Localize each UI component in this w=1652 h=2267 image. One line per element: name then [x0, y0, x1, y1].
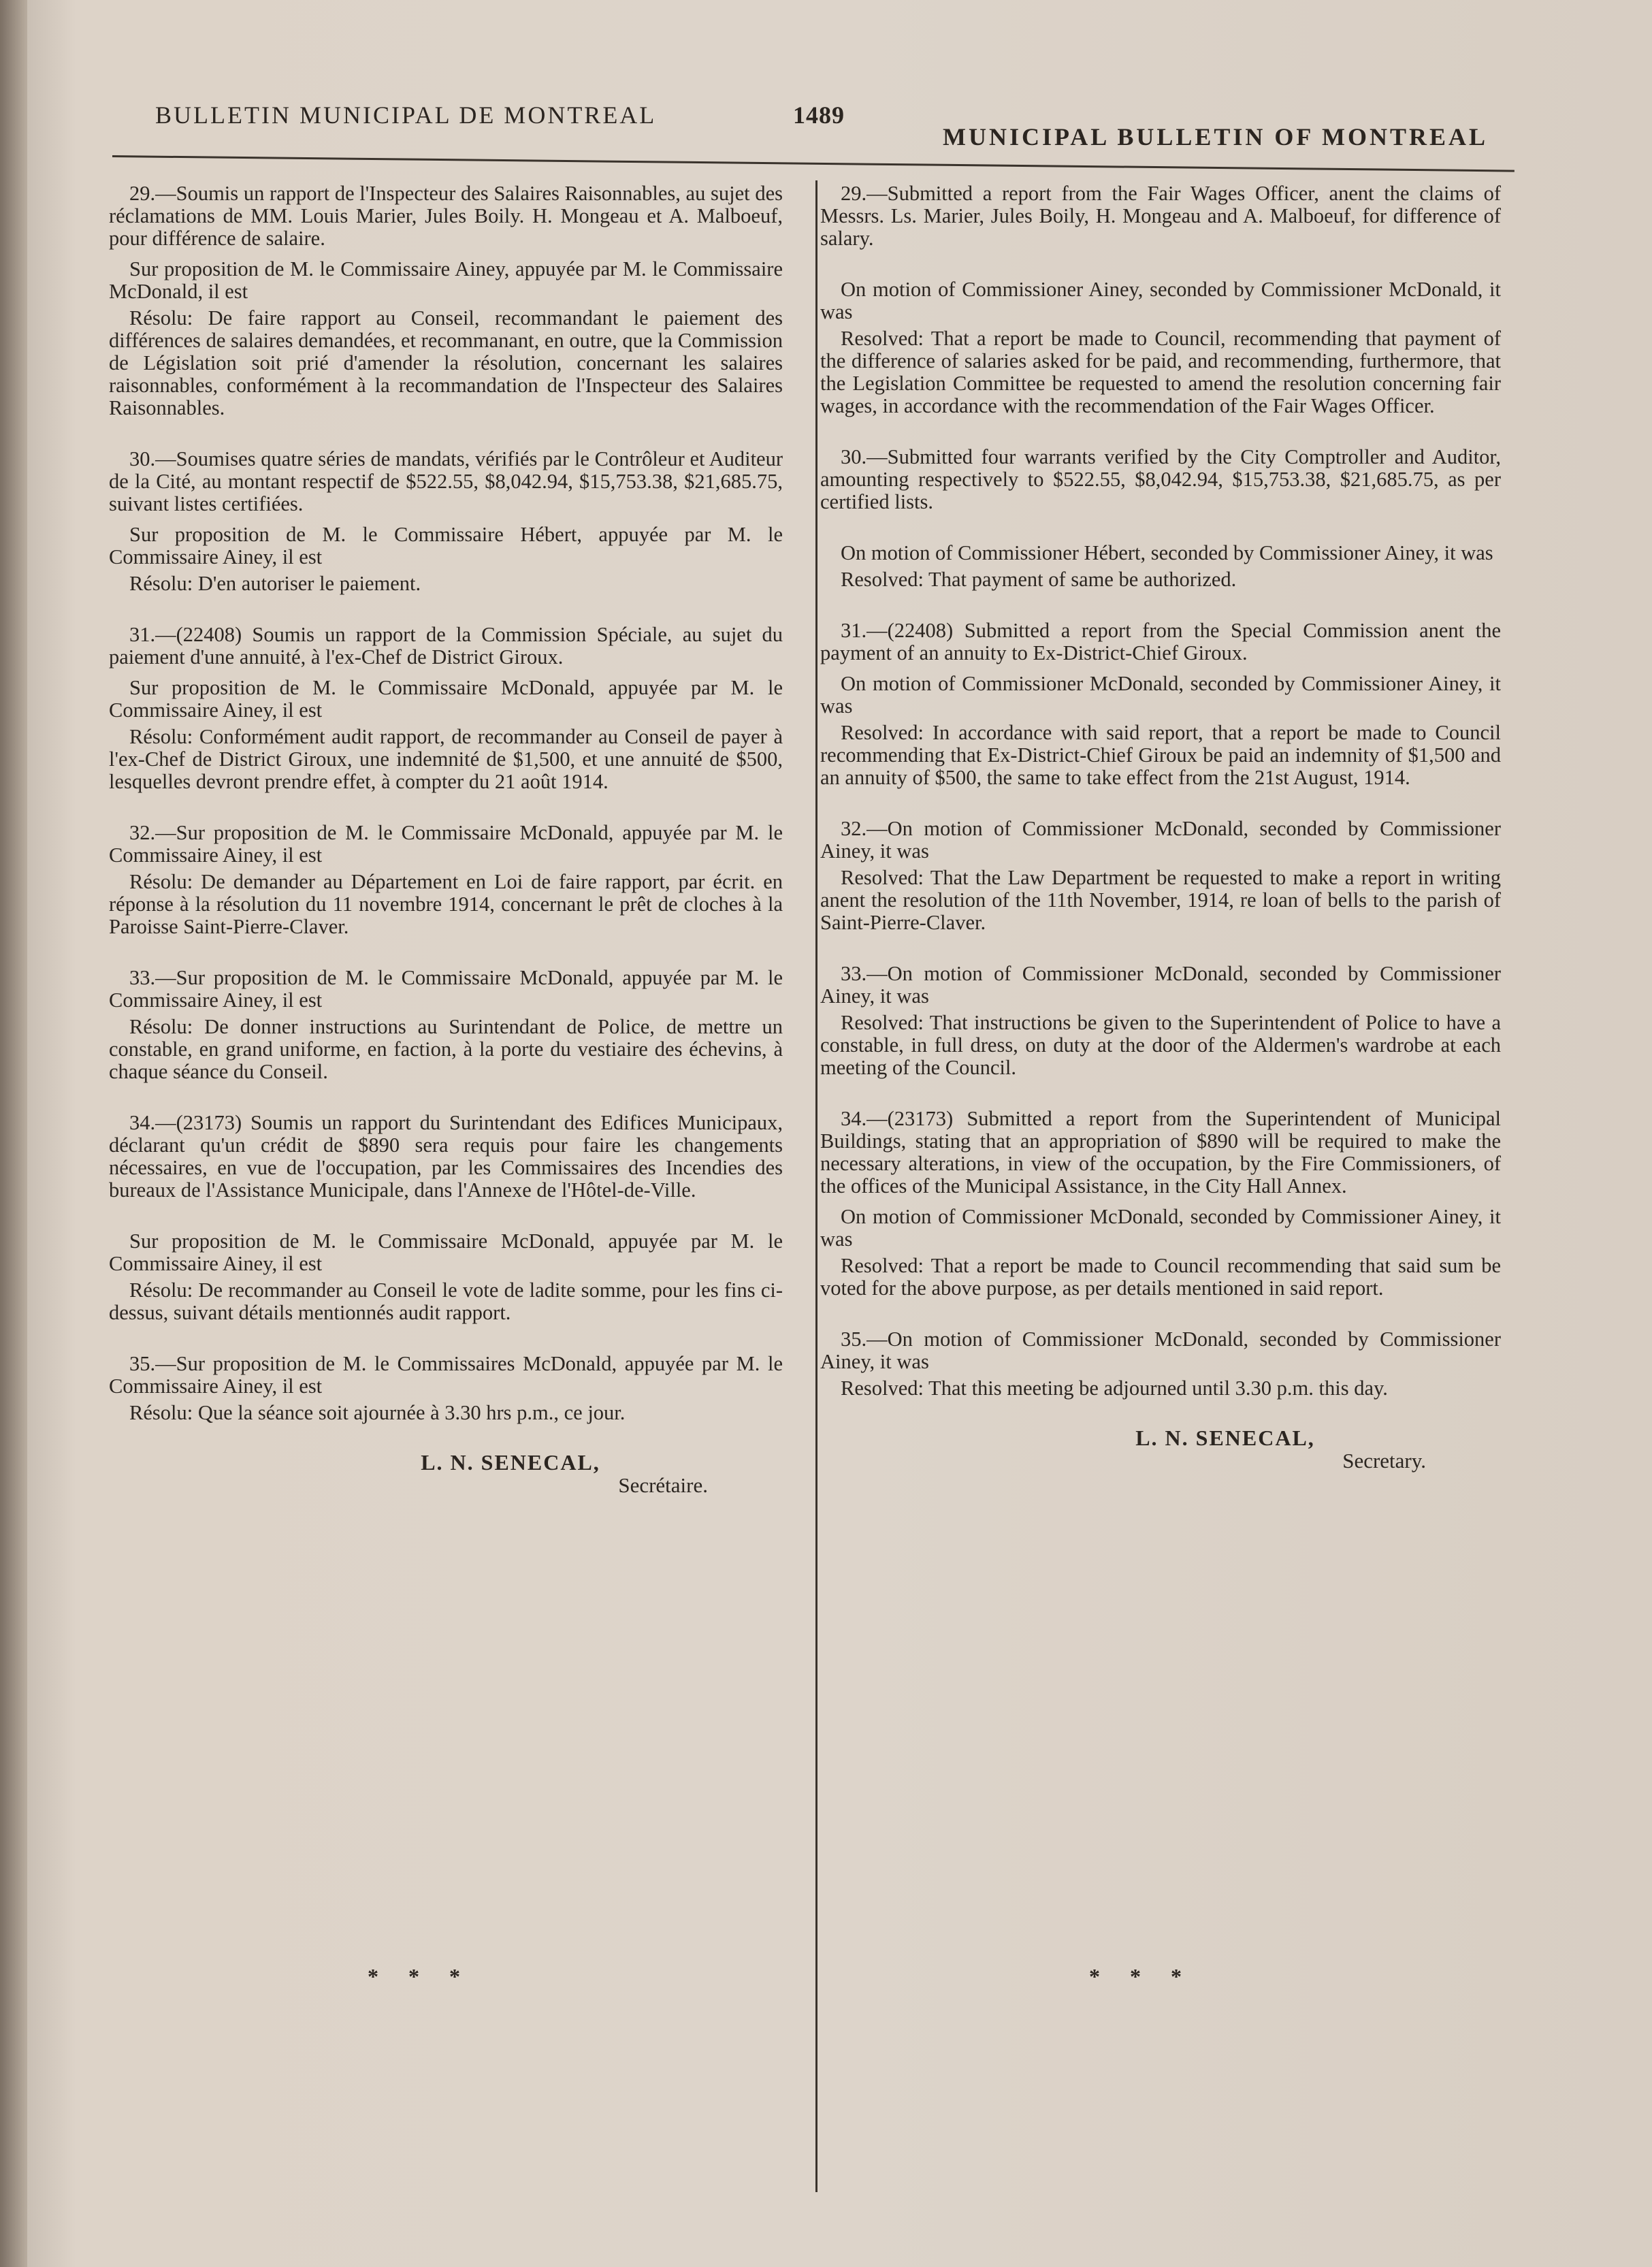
fr-item-34: 34.—(23173) Soumis un rapport du Surintendant des Edifices Municipaux, déclarant qu'un crédit de $890 sera requis pour faire les changements nécessaires, en vue de l'occupation, par les Commissaires des Incendies des bureaux de l'Assistance Municipale, dans l'Annexe de l'Hôtel-de-Ville.: [109, 1111, 783, 1202]
en-motion-31: On motion of Commissioner McDonald, seconded by Commissioner Ainey, it was: [820, 672, 1501, 718]
header-french-title: BULLETIN MUNICIPAL DE MONTREAL: [155, 101, 657, 129]
en-resolution-30: Resolved: That payment of same be authorized.: [841, 568, 1237, 591]
fr-motion-34: Sur proposition de M. le Commissaire McDonald, appuyée par M. le Commissaire Ainey, il est: [109, 1229, 783, 1275]
fr-resolution-30: Résolu: D'en autoriser le paiement.: [129, 572, 421, 595]
fr-item-29: 29.—Soumis un rapport de l'Inspecteur des Salaires Raisonnables, au sujet des réclamations de MM. Louis Marier, Jules Boily. H. Mongeau et A. Malboeuf, pour différence de salaire.: [109, 182, 783, 250]
en-motion-34: On motion of Commissioner McDonald, seconded by Commissioner Ainey, it was: [820, 1205, 1501, 1251]
en-item-31: 31.—(22408) Submitted a report from the Special Commission anent the payment of an annuity to Ex-District-Chief Giroux.: [820, 619, 1501, 664]
en-section-end-asterisks: * * *: [1089, 1964, 1194, 1989]
fr-resolution-35: Résolu: Que la séance soit ajournée à 3.30 hrs p.m., ce jour.: [129, 1401, 626, 1424]
fr-resolution-34: Résolu: De recommander au Conseil le vote de ladite somme, pour les fins ci-dessus, suivant détails mentionnés audit rapport.: [109, 1279, 783, 1324]
en-resolution-29: Resolved: That a report be made to Council, recommending that payment of the difference of salaries asked for be paid, and recommending, furthermore, that the Legislation Committee be requested to amend the resolution concerning fair wages, in accordance with the recommendation of the Fair Wages Officer.: [820, 327, 1501, 417]
fr-section-end-asterisks: * * *: [368, 1964, 472, 1989]
en-item-33: 33.—On motion of Commissioner McDonald, seconded by Commissioner Ainey, it was: [820, 962, 1501, 1008]
fr-item-32: 32.—Sur proposition de M. le Commissaire McDonald, appuyée par M. le Commissaire Ainey, il est: [109, 821, 783, 867]
en-item-32: 32.—On motion of Commissioner McDonald, seconded by Commissioner Ainey, it was: [820, 817, 1501, 863]
en-resolution-33: Resolved: That instructions be given to the Superintendent of Police to have a constable, in full dress, on duty at the door of the Aldermen's wardrobe at each meeting of the Council.: [820, 1011, 1501, 1079]
en-signature: [820, 1427, 1501, 1472]
fr-item-35: 35.—Sur proposition de M. le Commissaires McDonald, appuyée par M. le Commissaire Ainey, il est: [109, 1352, 783, 1398]
en-item-30: 30.—Submitted four warrants verified by the City Comptroller and Auditor, amounting respectively to $522.55, $8,042.94, $15,753.38, $21,685.75, as per certified lists.: [820, 445, 1501, 513]
fr-item-31: 31.—(22408) Soumis un rapport de la Commission Spéciale, au sujet du paiement d'une annuité, à l'ex-Chef de District Giroux.: [109, 623, 783, 669]
fr-motion-30: Sur proposition de M. le Commissaire Hébert, appuyée par M. le Commissaire Ainey, il est: [109, 523, 783, 568]
en-item-34: 34.—(23173) Submitted a report from the Superintendent of Municipal Buildings, stating that an appropriation of $890 will be required to make the necessary alterations, in view of the occupation, by the Fire Commissioners, of the offices of the Municipal Assistance, in the City Hall Annex.: [820, 1107, 1501, 1197]
fr-resolution-31: Résolu: Conformément audit rapport, de recommander au Conseil de payer à l'ex-Chef de District Giroux, une indemnité de $1,500, et une annuité de $500, lesquelles devront prendre effet, à compter du 21 août 1914.: [109, 725, 783, 793]
en-signature-title: Secretary.: [1342, 1449, 1426, 1473]
french-column: [109, 182, 783, 1496]
header-english-title: MUNICIPAL BULLETIN OF MONTREAL: [943, 123, 1489, 150]
page-number: 1489: [793, 101, 845, 129]
book-gutter: [0, 0, 27, 2267]
en-motion-29: On motion of Commissioner Ainey, seconded by Commissioner McDonald, it was: [820, 278, 1501, 323]
en-resolution-35: Resolved: That this meeting be adjourned until 3.30 p.m. this day.: [841, 1377, 1388, 1400]
fr-resolution-32: Résolu: De demander au Département en Loi de faire rapport, par écrit. en réponse à la résolution du 11 novembre 1914, concernant le prêt de cloches à la Paroisse Saint-Pierre-Claver.: [109, 870, 783, 938]
fr-item-33: 33.—Sur proposition de M. le Commissaire McDonald, appuyée par M. le Commissaire Ainey, il est: [109, 966, 783, 1012]
fr-item-30: 30.—Soumises quatre séries de mandats, vérifiés par le Contrôleur et Auditeur de la Cité, au montant respectif de $522.55, $8,042.94, $15,753.38, $21,685.75, suivant listes certifiées.: [109, 447, 783, 515]
en-motion-30: On motion of Commissioner Hébert, seconded by Commissioner Ainey, it was: [841, 541, 1493, 564]
fr-resolution-29: Résolu: De faire rapport au Conseil, recommandant le paiement des différences de salaires demandées, et recommanant, en outre, que la Commission de Législation soit prié d'amender la résolution, concernant les salaires raisonnables, conformément à la recommandation de l'Inspecteur des Salaires Raisonnables.: [109, 306, 783, 419]
en-item-29: 29.—Submitted a report from the Fair Wages Officer, anent the claims of Messrs. Ls. Marier, Jules Boily, H. Mongeau and A. Malboeuf, for difference of salary.: [820, 182, 1501, 250]
english-column: [820, 182, 1501, 1472]
en-signature-name: L. N. SENECAL,: [1135, 1426, 1315, 1450]
fr-signature: [109, 1451, 783, 1496]
en-resolution-32: Resolved: That the Law Department be requested to make a report in writing anent the resolution of the 11th November, 1914, re loan of bells to the parish of Saint-Pierre-Claver.: [820, 866, 1501, 934]
column-divider: [815, 180, 817, 2192]
fr-motion-29: Sur proposition de M. le Commissaire Ainey, appuyée par M. le Commissaire McDonald, il est: [109, 257, 783, 303]
fr-motion-31: Sur proposition de M. le Commissaire McDonald, appuyée par M. le Commissaire Ainey, il est: [109, 676, 783, 722]
fr-signature-name: L. N. SENECAL,: [421, 1450, 600, 1475]
en-item-35: 35.—On motion of Commissioner McDonald, seconded by Commissioner Ainey, it was: [820, 1328, 1501, 1373]
en-resolution-31: Resolved: In accordance with said report, that a report be made to Council recommending that Ex-District-Chief Giroux be paid an indemnity of $1,500 and an annuity of $500, the same to take effect from the 21st August, 1914.: [820, 721, 1501, 789]
fr-signature-title: Secrétaire.: [618, 1473, 708, 1497]
page-header: [0, 101, 1652, 155]
fr-resolution-33: Résolu: De donner instructions au Surintendant de Police, de mettre un constable, en grand uniforme, en faction, à la porte du vestiaire des échevins, à chaque séance du Conseil.: [109, 1015, 783, 1083]
en-resolution-34: Resolved: That a report be made to Council recommending that said sum be voted for the above purpose, as per details mentioned in said report.: [820, 1254, 1501, 1300]
